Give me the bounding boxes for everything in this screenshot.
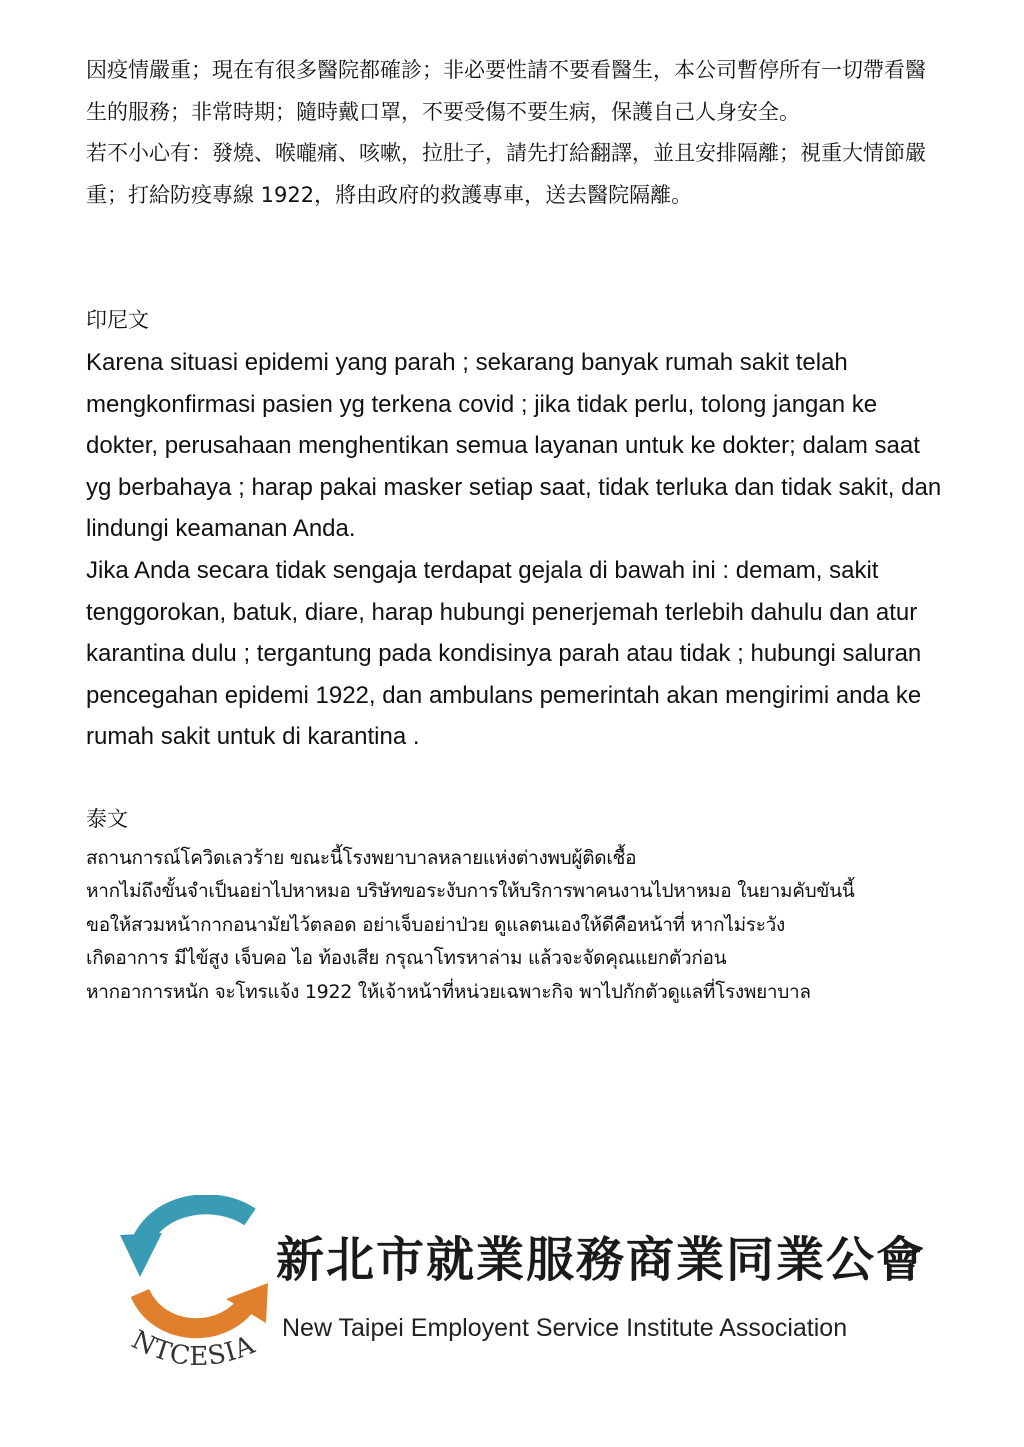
chinese-paragraph-2: 若不小心有：發燒、喉嚨痛、咳嗽，拉肚子，請先打給翻譯，並且安排隔離；視重大情節嚴重；打給防疫專線 1922，將由政府的救護專車，送去醫院隔離。 xyxy=(86,141,926,207)
chinese-notice xyxy=(86,50,946,216)
association-logo-icon xyxy=(118,1195,288,1395)
logo-text: NTCESIA xyxy=(126,1324,260,1373)
thai-line: หากไม่ถึงขั้นจำเป็นอย่าไปหาหมอ บริษัทขอระงับการให้บริการพาคนงานไปหาหมอ ในยามคับขันนี้ xyxy=(86,880,855,903)
thai-notice xyxy=(86,842,966,1009)
teal-arrowhead xyxy=(120,1233,162,1277)
indonesian-heading: 印尼文 xyxy=(86,308,149,332)
indonesian-notice xyxy=(86,342,946,758)
chinese-paragraph-1: 因疫情嚴重；現在有很多醫院都確診；非必要性請不要看醫生，本公司暫停所有一切帶看醫生的服務；非常時期；隨時戴口罩，不要受傷不要生病，保護自己人身安全。 xyxy=(86,58,926,124)
organization-name-en: New Taipei Employent Service Institute Association xyxy=(282,1314,848,1342)
thai-line: เกิดอาการ มีไข้สูง เจ็บคอ ไอ ท้องเสีย กรุณาโทรหาล่าม แล้วจะจัดคุณแยกตัวก่อน xyxy=(86,947,727,970)
organization-name-zh: 新北市就業服務商業同業公會 xyxy=(276,1232,927,1288)
indonesian-paragraph-2: Jika Anda secara tidak sengaja terdapat gejala di bawah ini : demam, sakit tenggorokan, batuk, diare, harap hubungi penerjemah terlebih dahulu dan atur karantina dulu ; tergantung pada kondisinya parah atau tidak ; hubungi saluran pencegahan epidemi 1922, dan ambulans pemerintah akan mengirimi anda ke rumah sakit untuk di karantina . xyxy=(86,556,922,751)
thai-line: ขอให้สวมหน้ากากอนามัยไว้ตลอด อย่าเจ็บอย่าป่วย ดูแลตนเองให้ดีคือหน้าที่ หากไม่ระวัง xyxy=(86,913,785,936)
thai-heading: 泰文 xyxy=(86,807,128,831)
thai-line: หากอาการหนัก จะโทรแจ้ง 1922 ให้เจ้าหน้าที่หน่วยเฉพาะกิจ พาไปกักตัวดูแลที่โรงพยาบาล xyxy=(86,980,811,1003)
indonesian-paragraph-1: Karena situasi epidemi yang parah ; sekarang banyak rumah sakit telah mengkonfirmasi pasien yg terkena covid ; jika tidak perlu, tolong jangan ke dokter, perusahaan menghentikan semua layanan untuk ke dokter; dalam saat yg berbahaya ; harap pakai masker setiap saat, tidak terluka dan tidak sakit, dan lindungi keamanan Anda. xyxy=(86,349,942,543)
thai-line: สถานการณ์โควิดเลวร้าย ขณะนี้โรงพยาบาลหลายแห่งต่างพบผู้ติดเชื้อ xyxy=(86,847,637,869)
